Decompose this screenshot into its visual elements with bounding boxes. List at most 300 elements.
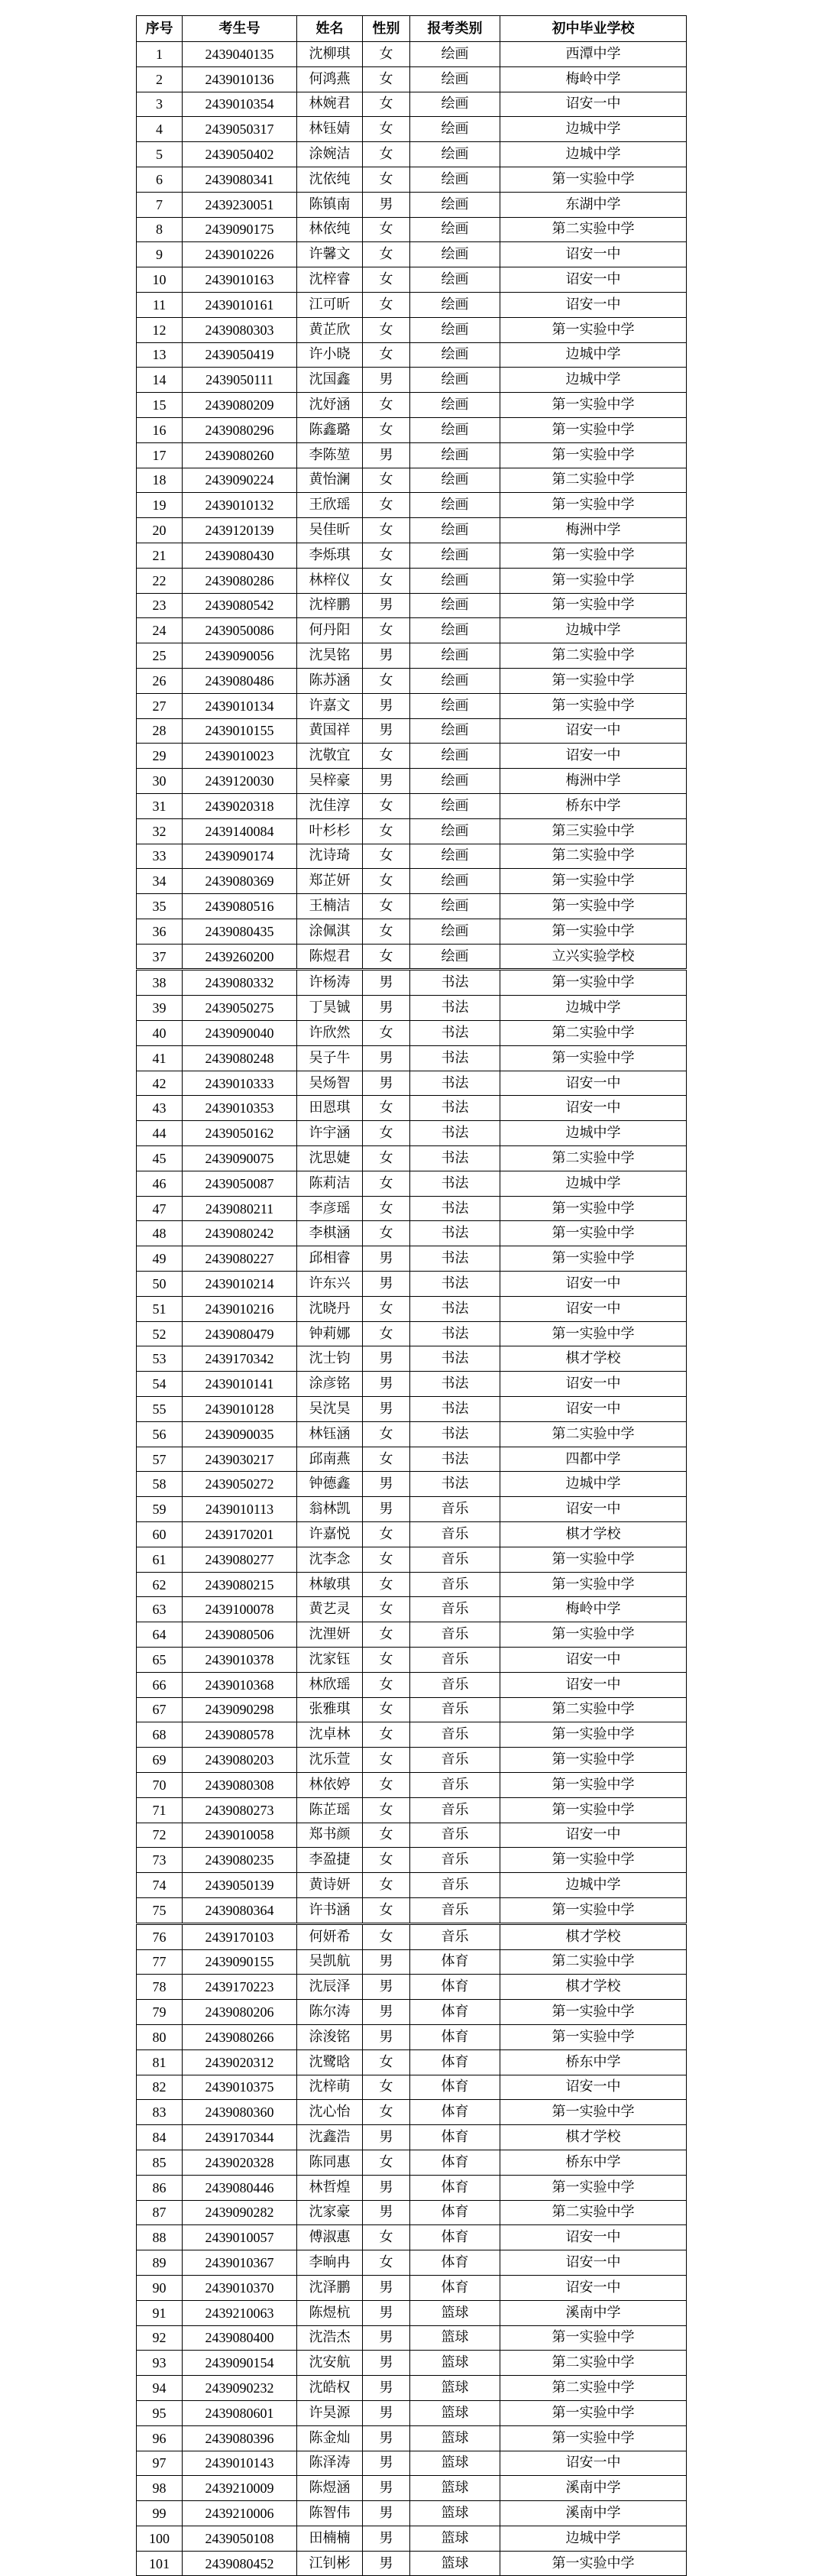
cell-name: 许书涵: [297, 1897, 363, 1923]
cell-index: 71: [137, 1797, 183, 1823]
cell-category: 音乐: [410, 1848, 500, 1873]
cell-gender: 女: [363, 818, 410, 844]
cell-name: 涂浚铭: [297, 2024, 363, 2049]
table-row: [137, 2351, 687, 2376]
table-row: [137, 1221, 687, 1246]
cell-gender: 男: [363, 1472, 410, 1497]
cell-index: 2: [137, 66, 183, 92]
cell-school: 第二实验中学: [500, 844, 687, 869]
cell-category: 绘画: [410, 518, 500, 543]
cell-school: 第一实验中学: [500, 2425, 687, 2451]
cell-exam-id: 2439050317: [183, 117, 297, 142]
cell-school: 梅岭中学: [500, 1597, 687, 1622]
cell-category: 音乐: [410, 1772, 500, 1797]
cell-category: 书法: [410, 1096, 500, 1121]
table-row: [137, 2526, 687, 2551]
cell-category: 音乐: [410, 1873, 500, 1898]
cell-gender: 女: [363, 944, 410, 970]
header-row: [137, 16, 687, 42]
cell-name: 陈芷瑶: [297, 1797, 363, 1823]
cell-exam-id: 2439050087: [183, 1171, 297, 1196]
cell-category: 体育: [410, 2000, 500, 2025]
cell-index: 56: [137, 1421, 183, 1447]
cell-exam-id: 2439090035: [183, 1421, 297, 1447]
cell-exam-id: 2439010367: [183, 2250, 297, 2276]
cell-gender: 女: [363, 1522, 410, 1547]
cell-gender: 男: [363, 1372, 410, 1397]
cell-name: 邱南燕: [297, 1447, 363, 1472]
table-row: [137, 970, 687, 996]
cell-category: 书法: [410, 1296, 500, 1321]
cell-name: 沈士钧: [297, 1346, 363, 1372]
cell-name: 陈煜涵: [297, 2476, 363, 2501]
cell-category: 体育: [410, 2250, 500, 2276]
cell-index: 39: [137, 996, 183, 1021]
cell-school: 诏安一中: [500, 2075, 687, 2100]
table-row: [137, 1021, 687, 1046]
cell-school: 第二实验中学: [500, 643, 687, 669]
cell-category: 篮球: [410, 2476, 500, 2501]
cell-exam-id: 2439080542: [183, 593, 297, 618]
cell-school: 诏安一中: [500, 1372, 687, 1397]
cell-name: 王楠洁: [297, 894, 363, 919]
cell-school: 棋才学校: [500, 1923, 687, 1949]
cell-exam-id: 2439080516: [183, 894, 297, 919]
cell-exam-id: 2439090282: [183, 2200, 297, 2225]
cell-name: 黄怡澜: [297, 468, 363, 493]
cell-exam-id: 2439080242: [183, 1221, 297, 1246]
cell-index: 96: [137, 2425, 183, 2451]
table-row: [137, 1372, 687, 1397]
cell-gender: 女: [363, 543, 410, 568]
cell-gender: 女: [363, 92, 410, 117]
cell-name: 沈梓睿: [297, 267, 363, 293]
cell-index: 38: [137, 970, 183, 996]
cell-exam-id: 2439170344: [183, 2125, 297, 2150]
cell-name: 涂佩淇: [297, 919, 363, 944]
cell-index: 84: [137, 2125, 183, 2150]
cell-name: 丁昊铖: [297, 996, 363, 1021]
table-row: [137, 2125, 687, 2150]
cell-category: 篮球: [410, 2400, 500, 2425]
cell-exam-id: 2439080506: [183, 1622, 297, 1648]
table-row: [137, 1196, 687, 1221]
cell-school: 第一实验中学: [500, 1722, 687, 1748]
cell-category: 音乐: [410, 1823, 500, 1848]
cell-school: 第一实验中学: [500, 493, 687, 518]
cell-exam-id: 2439210009: [183, 2476, 297, 2501]
cell-name: 林依纯: [297, 217, 363, 242]
cell-category: 绘画: [410, 267, 500, 293]
cell-gender: 女: [363, 1121, 410, 1146]
cell-name: 许小晓: [297, 342, 363, 368]
cell-school: 诏安一中: [500, 1497, 687, 1522]
col-header-name: 姓名: [297, 16, 363, 42]
col-header-school: 初中毕业学校: [500, 16, 687, 42]
cell-category: 篮球: [410, 2300, 500, 2325]
cell-exam-id: 2439080296: [183, 417, 297, 442]
cell-category: 书法: [410, 1171, 500, 1196]
cell-category: 书法: [410, 1472, 500, 1497]
cell-name: 沈家豪: [297, 2200, 363, 2225]
cell-name: 李盈捷: [297, 1848, 363, 1873]
cell-school: 第一实验中学: [500, 1797, 687, 1823]
cell-index: 28: [137, 718, 183, 744]
cell-school: 第一实验中学: [500, 2400, 687, 2425]
table-row: [137, 217, 687, 242]
cell-school: 桥东中学: [500, 2150, 687, 2175]
cell-name: 沈皓权: [297, 2376, 363, 2401]
cell-school: 第一实验中学: [500, 568, 687, 593]
table-row: [137, 2551, 687, 2576]
cell-school: 棋才学校: [500, 1346, 687, 1372]
cell-exam-id: 2439080369: [183, 869, 297, 894]
cell-index: 1: [137, 42, 183, 67]
cell-index: 25: [137, 643, 183, 669]
cell-school: 第一实验中学: [500, 442, 687, 468]
cell-exam-id: 2439090154: [183, 2351, 297, 2376]
cell-index: 77: [137, 1949, 183, 1975]
cell-school: 第二实验中学: [500, 468, 687, 493]
cell-category: 绘画: [410, 844, 500, 869]
cell-school: 诏安一中: [500, 2275, 687, 2300]
cell-exam-id: 2439080235: [183, 1848, 297, 1873]
col-header-category: 报考类别: [410, 16, 500, 42]
cell-index: 14: [137, 368, 183, 393]
table-row: [137, 1171, 687, 1196]
cell-name: 许宇涵: [297, 1121, 363, 1146]
table-row: [137, 2200, 687, 2225]
cell-category: 音乐: [410, 1547, 500, 1572]
cell-name: 李晌冉: [297, 2250, 363, 2276]
cell-name: 何妍希: [297, 1923, 363, 1949]
cell-gender: 男: [363, 2425, 410, 2451]
table-row: [137, 2000, 687, 2025]
cell-index: 72: [137, 1823, 183, 1848]
cell-index: 34: [137, 869, 183, 894]
cell-exam-id: 2439010354: [183, 92, 297, 117]
table-row: [137, 66, 687, 92]
cell-exam-id: 2439030217: [183, 1447, 297, 1472]
cell-gender: 女: [363, 668, 410, 693]
cell-gender: 男: [363, 1045, 410, 1071]
cell-exam-id: 2439210006: [183, 2501, 297, 2526]
cell-category: 绘画: [410, 869, 500, 894]
cell-name: 林欣瑶: [297, 1672, 363, 1697]
cell-exam-id: 2439080273: [183, 1797, 297, 1823]
cell-index: 27: [137, 693, 183, 718]
cell-category: 书法: [410, 1071, 500, 1096]
cell-category: 书法: [410, 1045, 500, 1071]
cell-gender: 女: [363, 142, 410, 167]
cell-name: 钟德鑫: [297, 1472, 363, 1497]
cell-gender: 男: [363, 1272, 410, 1297]
cell-index: 9: [137, 242, 183, 267]
cell-index: 17: [137, 442, 183, 468]
cell-school: 溪南中学: [500, 2300, 687, 2325]
cell-exam-id: 2439010163: [183, 267, 297, 293]
cell-category: 绘画: [410, 292, 500, 317]
cell-name: 陈智伟: [297, 2501, 363, 2526]
cell-exam-id: 2439010141: [183, 1372, 297, 1397]
cell-name: 陈金灿: [297, 2425, 363, 2451]
cell-gender: 男: [363, 1949, 410, 1975]
cell-exam-id: 2439090175: [183, 217, 297, 242]
cell-index: 52: [137, 1321, 183, 1346]
cell-exam-id: 2439010128: [183, 1397, 297, 1422]
cell-gender: 女: [363, 2100, 410, 2125]
table-row: [137, 2150, 687, 2175]
cell-index: 43: [137, 1096, 183, 1121]
cell-exam-id: 2439040135: [183, 42, 297, 67]
cell-gender: 男: [363, 2501, 410, 2526]
cell-index: 89: [137, 2250, 183, 2276]
cell-name: 沈卓林: [297, 1722, 363, 1748]
table-row: [137, 793, 687, 818]
cell-category: 音乐: [410, 1497, 500, 1522]
cell-gender: 男: [363, 1497, 410, 1522]
cell-name: 陈镇南: [297, 192, 363, 217]
cell-exam-id: 2439080303: [183, 317, 297, 342]
cell-school: 四都中学: [500, 1447, 687, 1472]
cell-index: 80: [137, 2024, 183, 2049]
cell-index: 44: [137, 1121, 183, 1146]
cell-index: 6: [137, 167, 183, 192]
table-row: [137, 1522, 687, 1547]
table-row: [137, 142, 687, 167]
cell-school: 第一实验中学: [500, 894, 687, 919]
cell-school: 第一实验中学: [500, 317, 687, 342]
cell-index: 3: [137, 92, 183, 117]
cell-name: 林依婷: [297, 1772, 363, 1797]
table-row: [137, 1472, 687, 1497]
cell-category: 音乐: [410, 1748, 500, 1773]
cell-name: 吴子牛: [297, 1045, 363, 1071]
cell-exam-id: 2439080435: [183, 919, 297, 944]
cell-gender: 女: [363, 1823, 410, 1848]
cell-category: 音乐: [410, 1672, 500, 1697]
cell-name: 林婉君: [297, 92, 363, 117]
cell-exam-id: 2439010375: [183, 2075, 297, 2100]
cell-category: 绘画: [410, 693, 500, 718]
cell-name: 江钊彬: [297, 2551, 363, 2576]
cell-name: 王欣瑶: [297, 493, 363, 518]
cell-name: 田楠楠: [297, 2526, 363, 2551]
cell-index: 100: [137, 2526, 183, 2551]
cell-gender: 男: [363, 1071, 410, 1096]
cell-exam-id: 2439010143: [183, 2451, 297, 2476]
table-row: [137, 1272, 687, 1297]
cell-gender: 女: [363, 1146, 410, 1171]
cell-school: 梅洲中学: [500, 769, 687, 794]
cell-index: 41: [137, 1045, 183, 1071]
table-row: [137, 167, 687, 192]
cell-category: 书法: [410, 1372, 500, 1397]
cell-gender: 男: [363, 718, 410, 744]
cell-name: 钟莉娜: [297, 1321, 363, 1346]
cell-gender: 男: [363, 970, 410, 996]
cell-exam-id: 2439080215: [183, 1572, 297, 1597]
cell-category: 绘画: [410, 744, 500, 769]
cell-index: 62: [137, 1572, 183, 1597]
table-row: [137, 1397, 687, 1422]
cell-gender: 女: [363, 1597, 410, 1622]
cell-gender: 女: [363, 1321, 410, 1346]
cell-category: 绘画: [410, 342, 500, 368]
cell-gender: 女: [363, 1572, 410, 1597]
cell-exam-id: 2439090155: [183, 1949, 297, 1975]
cell-index: 95: [137, 2400, 183, 2425]
cell-school: 第一实验中学: [500, 1547, 687, 1572]
cell-gender: 女: [363, 267, 410, 293]
cell-exam-id: 2439080578: [183, 1722, 297, 1748]
cell-gender: 男: [363, 2400, 410, 2425]
cell-exam-id: 2439010161: [183, 292, 297, 317]
cell-category: 绘画: [410, 442, 500, 468]
table-row: [137, 2225, 687, 2250]
cell-category: 书法: [410, 1346, 500, 1372]
table-row: [137, 42, 687, 67]
cell-category: 体育: [410, 2275, 500, 2300]
cell-name: 林钰婧: [297, 117, 363, 142]
cell-category: 绘画: [410, 919, 500, 944]
cell-exam-id: 2439020318: [183, 793, 297, 818]
cell-index: 82: [137, 2075, 183, 2100]
cell-name: 陈煜君: [297, 944, 363, 970]
cell-gender: 女: [363, 1648, 410, 1673]
cell-gender: 男: [363, 2351, 410, 2376]
cell-name: 张雅琪: [297, 1697, 363, 1722]
cell-exam-id: 2439050086: [183, 618, 297, 643]
cell-index: 75: [137, 1897, 183, 1923]
cell-name: 沈乐萱: [297, 1748, 363, 1773]
cell-exam-id: 2439080360: [183, 2100, 297, 2125]
cell-name: 沈浩杰: [297, 2325, 363, 2351]
cell-school: 桥东中学: [500, 2049, 687, 2075]
cell-gender: 男: [363, 1346, 410, 1372]
cell-gender: 女: [363, 869, 410, 894]
cell-gender: 女: [363, 393, 410, 418]
cell-index: 51: [137, 1296, 183, 1321]
cell-school: 第一实验中学: [500, 1748, 687, 1773]
table-row: [137, 2275, 687, 2300]
cell-school: 第一实验中学: [500, 1196, 687, 1221]
cell-category: 绘画: [410, 643, 500, 669]
table-row: [137, 693, 687, 718]
cell-category: 书法: [410, 1146, 500, 1171]
table-row: [137, 1421, 687, 1447]
cell-gender: 女: [363, 1196, 410, 1221]
cell-exam-id: 2439080277: [183, 1547, 297, 1572]
cell-category: 绘画: [410, 167, 500, 192]
table-row: [137, 643, 687, 669]
cell-index: 98: [137, 2476, 183, 2501]
cell-name: 吴梓豪: [297, 769, 363, 794]
cell-category: 绘画: [410, 393, 500, 418]
cell-name: 林梓仪: [297, 568, 363, 593]
cell-school: 诏安一中: [500, 718, 687, 744]
cell-school: 第一实验中学: [500, 1572, 687, 1597]
cell-name: 沈敬宜: [297, 744, 363, 769]
cell-name: 黄芷欣: [297, 317, 363, 342]
cell-index: 59: [137, 1497, 183, 1522]
cell-exam-id: 2439080601: [183, 2400, 297, 2425]
table-row: [137, 996, 687, 1021]
table-row: [137, 442, 687, 468]
cell-name: 涂彦铭: [297, 1372, 363, 1397]
cell-category: 体育: [410, 2225, 500, 2250]
cell-exam-id: 2439020328: [183, 2150, 297, 2175]
cell-index: 7: [137, 192, 183, 217]
cell-exam-id: 2439080203: [183, 1748, 297, 1773]
cell-category: 篮球: [410, 2425, 500, 2451]
cell-category: 音乐: [410, 1722, 500, 1748]
cell-school: 诏安一中: [500, 1672, 687, 1697]
cell-index: 18: [137, 468, 183, 493]
cell-exam-id: 2439090056: [183, 643, 297, 669]
table-row: [137, 1848, 687, 1873]
cell-exam-id: 2439050108: [183, 2526, 297, 2551]
cell-school: 第一实验中学: [500, 1772, 687, 1797]
cell-index: 91: [137, 2300, 183, 2325]
cell-index: 23: [137, 593, 183, 618]
cell-school: 第一实验中学: [500, 593, 687, 618]
cell-exam-id: 2439080286: [183, 568, 297, 593]
table-row: [137, 393, 687, 418]
cell-category: 书法: [410, 1246, 500, 1272]
cell-name: 许杨涛: [297, 970, 363, 996]
cell-category: 篮球: [410, 2551, 500, 2576]
cell-category: 体育: [410, 2175, 500, 2200]
cell-category: 绘画: [410, 618, 500, 643]
cell-gender: 女: [363, 117, 410, 142]
table-row: [137, 242, 687, 267]
cell-index: 55: [137, 1397, 183, 1422]
cell-name: 沈昊铭: [297, 643, 363, 669]
cell-gender: 男: [363, 442, 410, 468]
cell-category: 书法: [410, 1321, 500, 1346]
cell-category: 绘画: [410, 793, 500, 818]
cell-index: 66: [137, 1672, 183, 1697]
table-row: [137, 368, 687, 393]
table-row: [137, 593, 687, 618]
cell-gender: 女: [363, 2150, 410, 2175]
table-row: [137, 417, 687, 442]
cell-name: 许东兴: [297, 1272, 363, 1297]
cell-gender: 女: [363, 292, 410, 317]
cell-school: 诏安一中: [500, 267, 687, 293]
cell-name: 沈浬妍: [297, 1622, 363, 1648]
cell-index: 29: [137, 744, 183, 769]
table-row: [137, 2400, 687, 2425]
table-row: [137, 468, 687, 493]
cell-index: 46: [137, 1171, 183, 1196]
cell-gender: 男: [363, 1246, 410, 1272]
cell-index: 101: [137, 2551, 183, 2576]
cell-school: 第一实验中学: [500, 543, 687, 568]
cell-index: 8: [137, 217, 183, 242]
cell-gender: 女: [363, 1447, 410, 1472]
cell-gender: 男: [363, 643, 410, 669]
cell-exam-id: 2439080430: [183, 543, 297, 568]
table-row: [137, 1246, 687, 1272]
cell-exam-id: 2439090232: [183, 2376, 297, 2401]
table-row: [137, 1622, 687, 1648]
cell-index: 50: [137, 1272, 183, 1297]
cell-exam-id: 2439100078: [183, 1597, 297, 1622]
cell-name: 吴沈昊: [297, 1397, 363, 1422]
cell-exam-id: 2439010057: [183, 2225, 297, 2250]
